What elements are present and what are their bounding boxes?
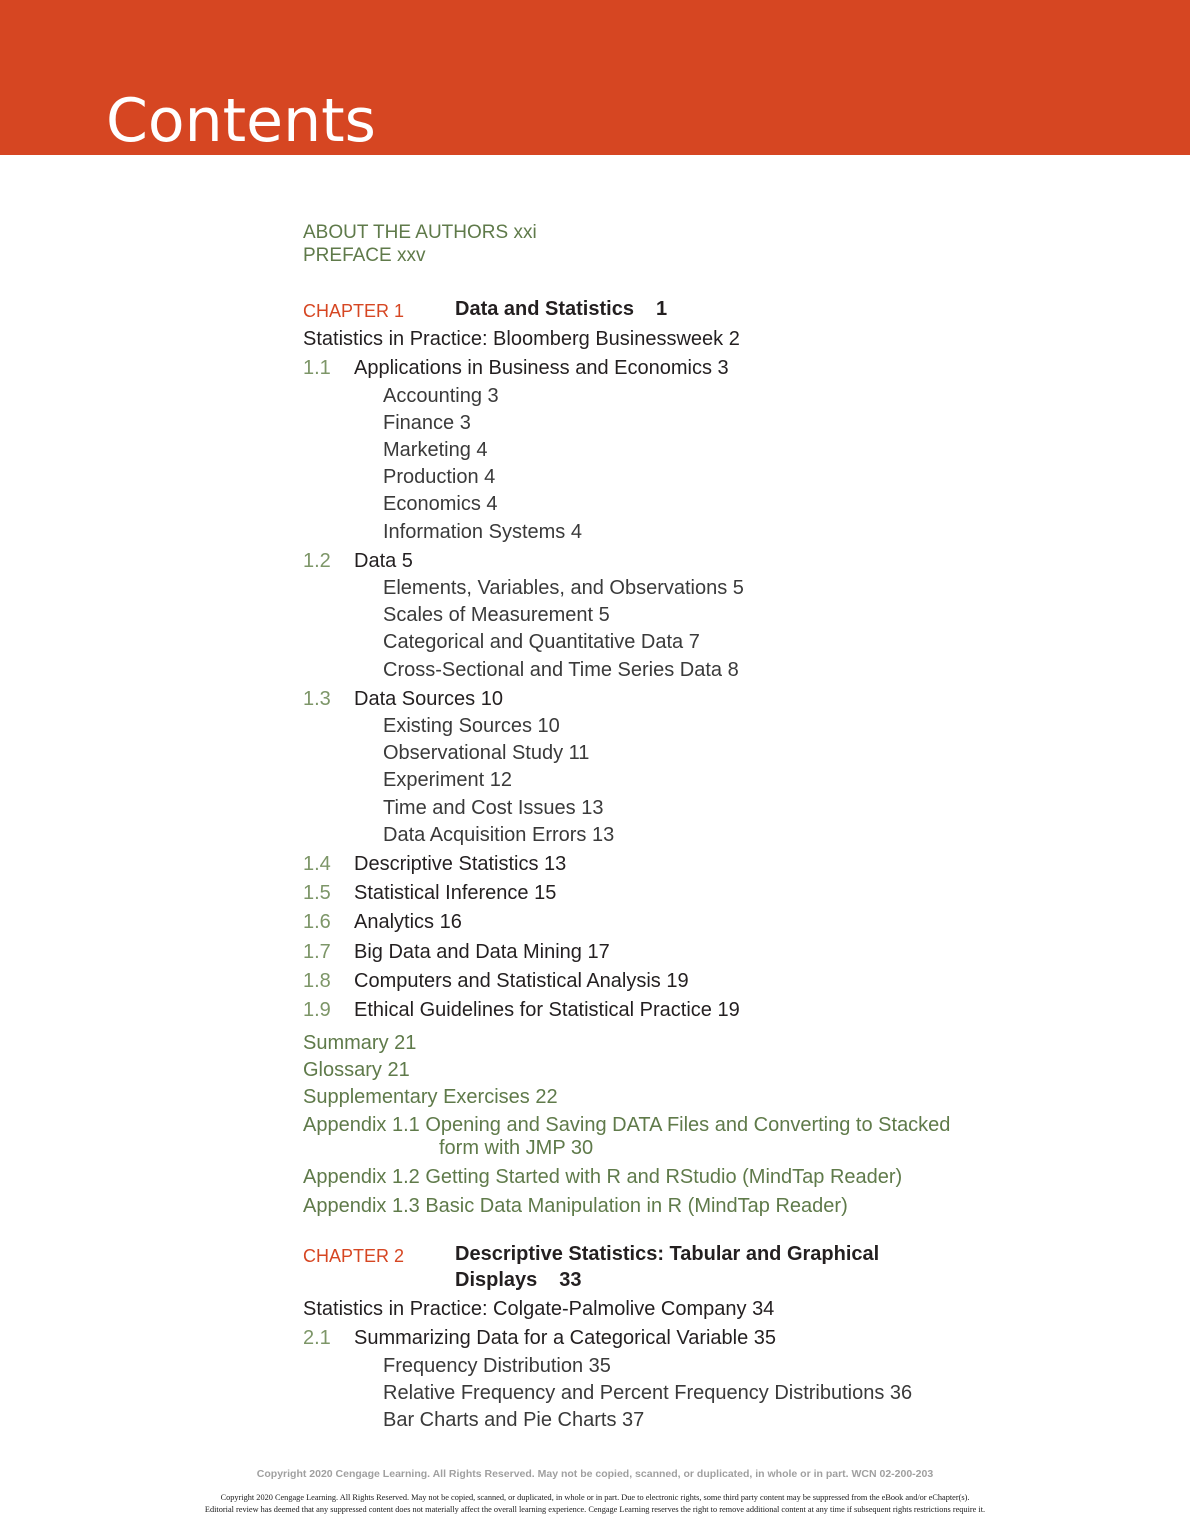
chapter-2-label: CHAPTER 2: [303, 1246, 405, 1266]
section-1-4[interactable]: [303, 852, 566, 876]
subsection-existing-sources[interactable]: Existing Sources 10: [383, 715, 560, 737]
section-1-3[interactable]: [303, 687, 503, 711]
section-number: 1.3: [303, 688, 331, 710]
section-1-7[interactable]: [303, 940, 610, 964]
subsection-information-systems[interactable]: Information Systems 4: [383, 521, 582, 543]
section-1-6[interactable]: [303, 910, 462, 934]
chapter-2-title-line1[interactable]: Descriptive Statistics: Tabular and Graphical: [455, 1243, 880, 1265]
toc-about-authors[interactable]: ABOUT THE AUTHORS xxi: [303, 222, 537, 243]
chapter-2-title-line2[interactable]: [455, 1268, 582, 1293]
section-title: Big Data and Data Mining 17: [354, 941, 610, 963]
chapter-1-title[interactable]: [455, 297, 667, 322]
subsection-accounting[interactable]: Accounting 3: [383, 385, 499, 407]
chapter-2-title-text: Displays: [455, 1269, 538, 1291]
subsection-production[interactable]: Production 4: [383, 466, 496, 488]
ch1-appendix-1-3[interactable]: Appendix 1.3 Basic Data Manipulation in R (MindTap Reader): [303, 1195, 848, 1217]
copyright-legal-line2: Editorial review has deemed that any suppressed content does not materially affect the overall learning experience. Cengage Learning reserves the right to remove additional content at any time if subsequent rights restrictions require it.: [204, 1505, 986, 1514]
section-title: Summarizing Data for a Categorical Variable 35: [354, 1327, 777, 1349]
toc-preface[interactable]: PREFACE xxv: [303, 245, 426, 266]
subsection-observational-study[interactable]: Observational Study 11: [383, 742, 590, 764]
page-title: Contents: [106, 86, 376, 156]
copyright-legal-line1: Copyright 2020 Cengage Learning. All Rights Reserved. May not be copied, scanned, or duplicated, in whole or in part. Due to electronic rights, some third party content may be suppressed from the eBook and/or eChapter(s).: [220, 1493, 970, 1502]
section-number: 1.8: [303, 970, 331, 992]
subsection-marketing[interactable]: Marketing 4: [383, 439, 488, 461]
section-title: Analytics 16: [354, 911, 462, 933]
section-number: 1.4: [303, 853, 331, 875]
section-title: Ethical Guidelines for Statistical Practice 19: [354, 999, 740, 1021]
subsection-elements-variables[interactable]: Elements, Variables, and Observations 5: [383, 577, 744, 599]
subsection-categorical-quantitative[interactable]: Categorical and Quantitative Data 7: [383, 631, 700, 653]
ch1-appendix-1-1-cont[interactable]: form with JMP 30: [439, 1137, 594, 1159]
copyright-legal: [0, 1492, 1190, 1516]
section-number: 1.5: [303, 882, 331, 904]
subsection-finance[interactable]: Finance 3: [383, 412, 471, 434]
section-1-1[interactable]: [303, 356, 729, 380]
section-number: 1.9: [303, 999, 331, 1021]
ch1-statistics-in-practice[interactable]: Statistics in Practice: Bloomberg Businessweek 2: [303, 328, 740, 350]
subsection-economics[interactable]: Economics 4: [383, 493, 498, 515]
section-1-8[interactable]: [303, 969, 689, 993]
ch1-glossary[interactable]: Glossary 21: [303, 1059, 410, 1081]
section-title: Applications in Business and Economics 3: [354, 357, 729, 379]
chapter-2-page: 33: [559, 1269, 582, 1291]
ch1-summary[interactable]: Summary 21: [303, 1032, 417, 1054]
section-number: 1.2: [303, 550, 331, 572]
section-number: 1.1: [303, 357, 331, 379]
section-1-2[interactable]: [303, 549, 413, 573]
copyright-watermark: Copyright 2020 Cengage Learning. All Rights Reserved. May not be copied, scanned, or duplicated, in whole or in part. WCN 02-200-203: [256, 1468, 934, 1480]
section-1-5[interactable]: [303, 881, 556, 905]
ch1-supplementary-exercises[interactable]: Supplementary Exercises 22: [303, 1086, 558, 1108]
section-number: 2.1: [303, 1327, 331, 1349]
header-banner: [0, 0, 1190, 155]
chapter-1-page: 1: [655, 298, 668, 320]
section-title: Computers and Statistical Analysis 19: [354, 970, 689, 992]
section-number: 1.7: [303, 941, 331, 963]
section-title: Data 5: [354, 550, 413, 572]
section-1-9[interactable]: [303, 998, 740, 1022]
subsection-data-acquisition-errors[interactable]: Data Acquisition Errors 13: [383, 824, 615, 846]
section-title: Descriptive Statistics 13: [354, 853, 567, 875]
chapter-1-label: CHAPTER 1: [303, 301, 405, 321]
subsection-experiment[interactable]: Experiment 12: [383, 769, 512, 791]
subsection-cross-sectional[interactable]: Cross-Sectional and Time Series Data 8: [383, 659, 739, 681]
section-title: Data Sources 10: [354, 688, 503, 710]
ch1-appendix-1-1[interactable]: Appendix 1.1 Opening and Saving DATA Files and Converting to Stacked: [303, 1114, 951, 1136]
chapter-1-title-text: Data and Statistics: [455, 298, 634, 320]
subsection-frequency-distribution[interactable]: Frequency Distribution 35: [383, 1355, 611, 1377]
subsection-time-cost[interactable]: Time and Cost Issues 13: [383, 797, 604, 819]
ch1-appendix-1-2[interactable]: Appendix 1.2 Getting Started with R and RStudio (MindTap Reader): [303, 1166, 903, 1188]
section-2-1[interactable]: [303, 1326, 776, 1350]
ch2-statistics-in-practice[interactable]: Statistics in Practice: Colgate-Palmolive Company 34: [303, 1298, 775, 1320]
section-title: Statistical Inference 15: [354, 882, 557, 904]
subsection-relative-frequency[interactable]: Relative Frequency and Percent Frequency Distributions 36: [383, 1382, 913, 1404]
subsection-scales-of-measurement[interactable]: Scales of Measurement 5: [383, 604, 610, 626]
section-number: 1.6: [303, 911, 331, 933]
subsection-bar-pie-charts[interactable]: Bar Charts and Pie Charts 37: [383, 1409, 645, 1431]
